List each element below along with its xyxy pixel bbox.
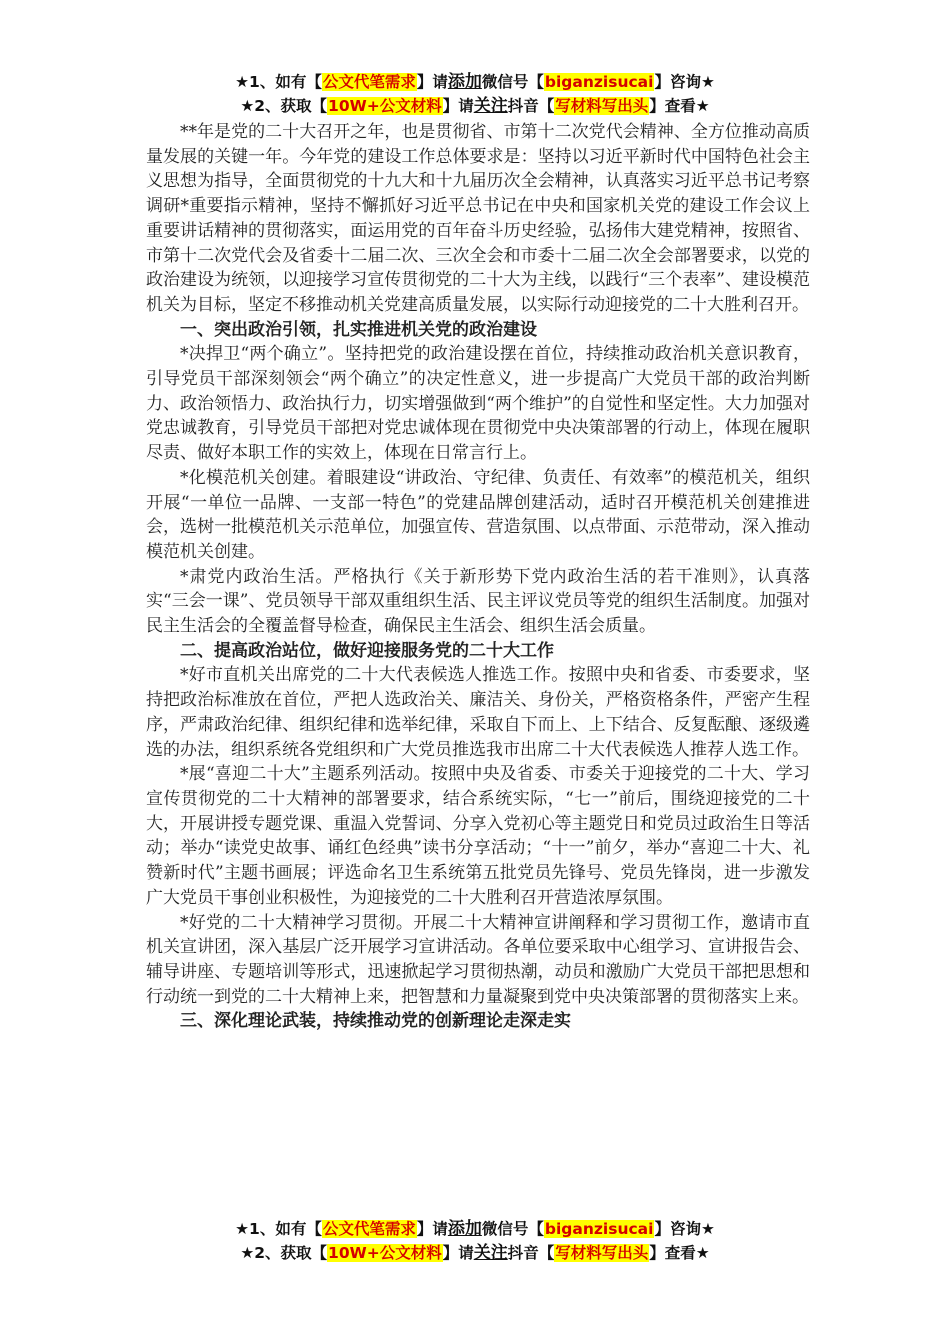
body-paragraph: *决捍卫“两个确立”。坚持把党的政治建设摆在首位，持续推动政治机关意识教育，引导党员干部深刻领会“两个确立”的决定性意义，进一步提高广大党员干部的政治判断力、政治领悟力、政治执行力，切实增强做到“两个维护”的自觉性和坚定性。大力加强对党忠诚教育，引导党员干部把对党忠诚体现在贯彻党中央决策部署的行动上，体现在履职尽责、做好本职工作的实效上，体现在日常言行上。	[146, 344, 810, 464]
banner-highlight: 公文代笔需求	[322, 1220, 416, 1238]
banner-text: 2、获取【	[254, 1244, 328, 1262]
banner-highlight: 公文代笔需求	[322, 73, 416, 91]
banner-emphasis: 关注	[473, 96, 508, 116]
body-paragraph: *好党的二十大精神学习贯彻。开展二十大精神宣讲阐释和学习贯彻工作，邀请市直机关宣讲团，深入基层广泛开展学习宣讲活动。各单位要采取中心组学习、宣讲报告会、辅导讲座、专题培训等形式，迅速掀起学习贯彻热潮，动员和激励广大党员干部把思想和行动统一到党的二十大精神上来，把智慧和力量凝聚到党中央决策部署的贯彻落实上来。	[146, 912, 810, 1007]
banner-emphasis: 添加	[447, 1219, 482, 1239]
banner-text: 】请	[416, 1220, 448, 1238]
banner-text: 2、获取【	[254, 97, 328, 115]
banner-highlight: 10W+公文材料	[328, 1244, 442, 1262]
banner-emphasis: 添加	[447, 72, 482, 92]
body-paragraph: *化模范机关创建。着眼建设“讲政治、守纪律、负责任、有效率”的模范机关，组织开展“一单位一品牌、一支部一特色”的党建品牌创建活动，适时召开模范机关创建推进会，选树一批模范机关示范单位，加强宣传、营造氛围、以点带面、示范带动，深入推动模范机关创建。	[146, 467, 810, 562]
section-heading: 二、提高政治站位，做好迎接服务党的二十大工作	[180, 640, 554, 661]
body-paragraph: *肃党内政治生活。严格执行《关于新形势下党内政治生活的若干准则》，认真落实“三会一课”、党员领导干部双重组织生活、民主评议党员等党的组织生活制度。加强对民主生活会的全覆盖督导检查，确保民主生活会、组织生活会质量。	[146, 566, 810, 637]
banner-text: 1、如有【	[249, 1220, 322, 1238]
banner-text: 1、如有【	[249, 73, 322, 91]
star-icon: ★	[240, 97, 255, 115]
star-icon: ★	[240, 1244, 255, 1262]
banner-text: 微信号【	[481, 73, 544, 91]
star-icon: ★	[235, 1220, 250, 1238]
banner-text: 】查看★	[649, 1244, 710, 1262]
banner-text: 】请	[442, 1244, 474, 1262]
section-heading: 三、深化理论武装，持续推动党的创新理论走深走实	[180, 1011, 571, 1032]
banner-text: 】请	[416, 73, 448, 91]
banner-text: 微信号【	[481, 1220, 544, 1238]
banner-highlight: biganzisucai	[544, 73, 654, 91]
banner-emphasis: 关注	[473, 1243, 508, 1263]
intro-paragraph: **年是党的二十大召开之年，也是贯彻省、市第十二次党代会精神、全方位推动高质量发展的关键一年。今年党的建设工作总体要求是：坚持以习近平新时代中国特色社会主义思想为指导，全面贯彻党的十九大和十九届历次全会精神，认真落实习近平总书记考察调研*重要指示精神，坚持不懈抓好习近平总书记在中央和国家机关党的建设工作会议上重要讲话精神的贯彻落实，面运用党的百年奋斗历史经验，弘扬伟大建党精神，按照省、市第十二次党代会及省委十二届二次、三次全会和市委十二届二次全会部署要求，以党的政治建设为统领，以迎接学习宣传贯彻党的二十大为主线，以践行“三个表率”、建设模范机关为目标，坚定不移推动机关党建高质量发展，以实际行动迎接党的二十大胜利召开。	[146, 122, 810, 315]
banner-text: 】查看★	[649, 97, 710, 115]
body-paragraph: *展“喜迎二十大”主题系列活动。按照中央及省委、市委关于迎接党的二十大、学习宣传贯彻党的二十大精神的部署要求，结合系统实际，“七一”前后，围绕迎接党的二十大，开展讲授专题党课、重温入党誓词、分享入党初心等主题党日和党员过政治生日等活动；举办“读党史故事、诵红色经典”读书分享活动；“十一”前夕，举办“喜迎二十大、礼赞新时代”主题书画展；评选命名卫生系统第五批党员先锋号、党员先锋岗，进一步激发广大党员干事创业积极性，为迎接党的二十大胜利召开营造浓厚氛围。	[146, 764, 810, 908]
promo-banner-bottom-2	[0, 1242, 950, 1264]
body-paragraph: *好市直机关出席党的二十大代表候选人推选工作。按照中央和省委、市委要求，坚持把政治标准放在首位，严把人选政治关、廉洁关、身份关，严格资格条件，严密产生程序，严肃政治纪律、组织纪律和选举纪律，采取自下而上、上下结合、反复酝酿、逐级遴选的办法，组织系统各党组织和广大党员推选我市出席二十大代表候选人推荐人选工作。	[146, 665, 810, 760]
banner-text: 】咨询★	[654, 1220, 715, 1238]
promo-banner-bottom-1	[0, 1218, 950, 1240]
banner-highlight: 10W+公文材料	[328, 97, 442, 115]
banner-text: 】请	[442, 97, 474, 115]
banner-highlight: biganzisucai	[544, 1220, 654, 1238]
banner-highlight: 写材料写出头	[555, 97, 649, 115]
document-body	[146, 120, 810, 1034]
promo-banner-top-1	[0, 71, 950, 93]
banner-text: 抖音【	[507, 97, 555, 115]
banner-highlight: 写材料写出头	[555, 1244, 649, 1262]
star-icon: ★	[235, 73, 250, 91]
section-heading: 一、突出政治引领，扎实推进机关党的政治建设	[180, 319, 537, 340]
banner-text: 】咨询★	[654, 73, 715, 91]
promo-banner-top-2	[0, 95, 950, 117]
banner-text: 抖音【	[507, 1244, 555, 1262]
